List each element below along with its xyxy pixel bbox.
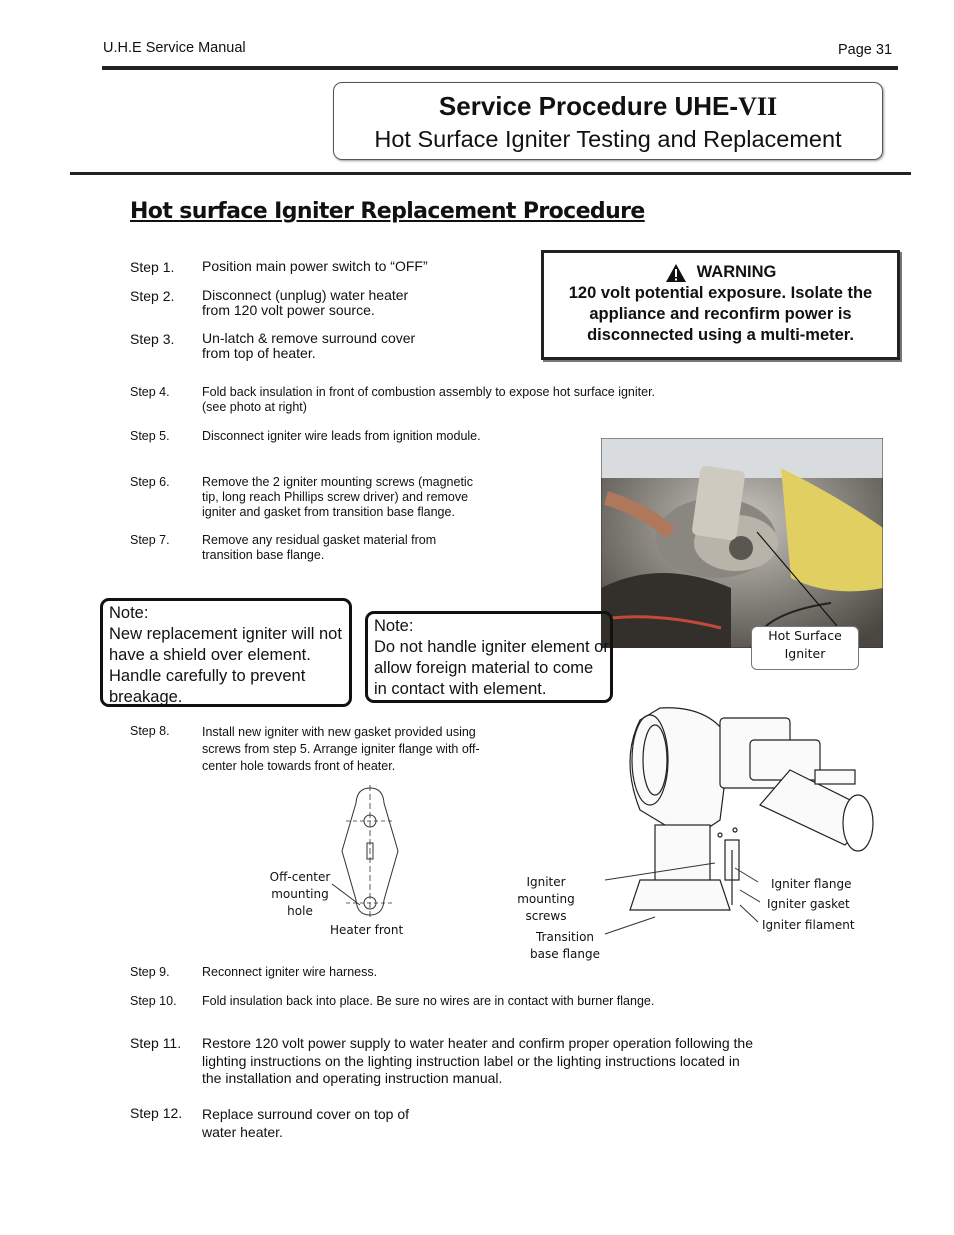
- heater-front-label: Heater front: [330, 923, 404, 937]
- transition-flange-label: Transition base flange: [530, 930, 600, 961]
- step-label: Step 6.: [130, 475, 170, 489]
- step-label: Step 4.: [130, 385, 170, 399]
- step-label: Step 3.: [130, 331, 175, 347]
- step-label: Step 7.: [130, 533, 170, 547]
- step-text: Fold back insulation in front of combustion assembly to expose hot surface igniter. (see photo at right): [202, 385, 656, 414]
- step-text: Install new igniter with new gasket provided using screws from step 5. Arrange igniter flange with off- center hole towards front of heater.: [202, 725, 480, 773]
- step-label: Step 12.: [130, 1105, 183, 1121]
- warning-body: 120 volt potential exposure. Isolate the appliance and reconfirm power is disconnected using a multi-meter.: [568, 284, 873, 344]
- procedure-title: Service Procedure UHE-VII: [438, 91, 778, 121]
- igniter-flange-label: Igniter flange: [771, 877, 852, 891]
- note-handling: [365, 611, 613, 703]
- step-text: Disconnect (unplug) water heater from 120 volt power source.: [202, 287, 409, 318]
- step-text: Remove any residual gasket material from transition base flange.: [202, 533, 437, 562]
- manual-title: U.H.E Service Manual: [103, 40, 246, 56]
- step-label: Step 11.: [130, 1035, 182, 1051]
- igniter-filament-label: Igniter filament: [762, 918, 855, 932]
- header-rule: [102, 66, 898, 70]
- callout-leader: [755, 530, 845, 630]
- step-text: Remove the 2 igniter mounting screws (magnetic tip, long reach Phillips screw driver) and remove igniter and gasket from transition base flange.: [202, 475, 473, 519]
- note-heading: Note:: [374, 617, 414, 635]
- step-text: Un-latch & remove surround cover from top of heater.: [202, 330, 416, 361]
- step-text: Replace surround cover on top of water heater.: [202, 1106, 410, 1140]
- mounting-screws-label: Igniter mounting screws: [517, 875, 575, 923]
- off-center-label: Off-center mounting hole: [269, 870, 331, 918]
- step-text: Restore 120 volt power supply to water heater and confirm proper operation following the lighting instructions on the lighting instruction label or the lighting instructions located in the installation and operating instruction manual.: [202, 1035, 753, 1086]
- warning-heading: WARNING: [696, 263, 777, 281]
- step-text: Disconnect igniter wire leads from ignition module.: [202, 429, 481, 443]
- procedure-subtitle: Hot Surface Igniter Testing and Replacement: [374, 126, 842, 152]
- page-number: Page 31: [838, 42, 893, 58]
- igniter-gasket-label: Igniter gasket: [767, 897, 850, 911]
- title-box: [333, 82, 883, 160]
- hot-surface-igniter-callout: Hot Surface Igniter: [751, 626, 859, 670]
- step-label: Step 5.: [130, 429, 170, 443]
- note-shield: [100, 598, 352, 707]
- step-text: Reconnect igniter wire harness.: [202, 965, 378, 979]
- step-label: Step 8.: [130, 724, 170, 738]
- warning-triangle-icon: [665, 263, 687, 283]
- step-label: Step 10.: [130, 994, 177, 1008]
- note-heading: Note:: [109, 604, 149, 622]
- step-text: Fold insulation back into place. Be sure no wires are in contact with burner flange.: [202, 994, 655, 1008]
- title-rule: [70, 172, 911, 175]
- step-label: Step 1.: [130, 259, 175, 275]
- step-text: Position main power switch to “OFF”: [202, 258, 428, 274]
- section-title: Hot surface Igniter Replacement Procedure: [130, 199, 645, 224]
- step-label: Step 2.: [130, 288, 175, 304]
- note-body: Do not handle igniter element or allow foreign material to come in contact with element.: [374, 638, 609, 698]
- diagram-leaders: [600, 860, 760, 940]
- warning-box: [541, 250, 900, 360]
- step-label: Step 9.: [130, 965, 170, 979]
- note-body: New replacement igniter will not have a shield over element. Handle carefully to prevent breakage.: [109, 625, 342, 706]
